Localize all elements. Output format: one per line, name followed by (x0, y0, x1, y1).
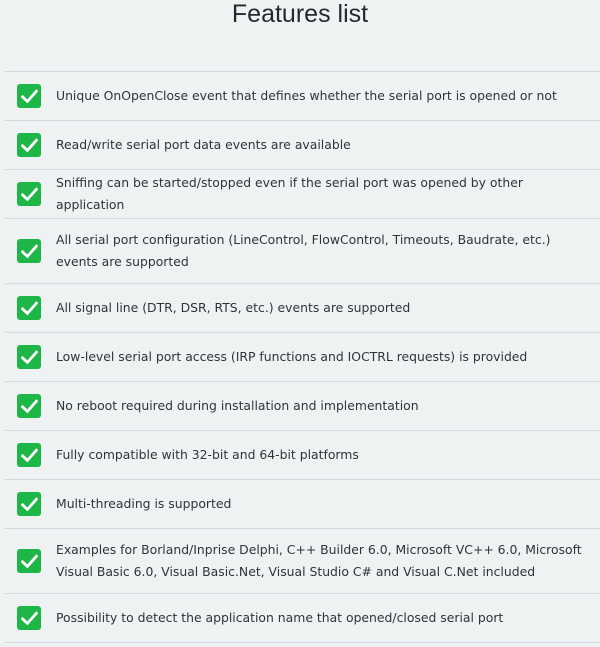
list-item (5, 480, 600, 529)
feature-text: Unique OnOpenClose event that defines whether the serial port is opened or not (56, 88, 557, 103)
list-item (5, 121, 600, 170)
feature-text: No reboot required during installation and implementation (56, 398, 419, 413)
checkmark-icon (17, 182, 41, 206)
feature-text: Possibility to detect the application name that opened/closed serial port (56, 610, 504, 625)
checkmark-icon (17, 296, 41, 320)
feature-text: Sniffing can be started/stopped even if the serial port was opened by other application (56, 175, 523, 212)
feature-text: Examples for Borland/Inprise Delphi, C++ Builder 6.0, Microsoft VC++ 6.0, Microsoft Visual Basic 6.0, Visual Basic.Net, Visual Studio C# and Visual C.Net included (56, 542, 582, 579)
list-item (5, 72, 600, 121)
checkmark-icon (17, 606, 41, 630)
list-item (5, 529, 600, 594)
list-item (5, 333, 600, 382)
checkmark-icon (17, 239, 41, 263)
feature-text: All signal line (DTR, DSR, RTS, etc.) events are supported (56, 300, 411, 315)
list-item (5, 170, 600, 219)
checkmark-icon (17, 345, 41, 369)
feature-text: Read/write serial port data events are available (56, 137, 351, 152)
list-item (5, 594, 600, 643)
page-title: Features list (231, 0, 369, 28)
checkmark-icon (17, 133, 41, 157)
features-list (5, 71, 600, 643)
feature-text: Low-level serial port access (IRP functions and IOCTRL requests) is provided (56, 349, 528, 364)
checkmark-icon (17, 394, 41, 418)
checkmark-icon (17, 549, 41, 573)
list-item (5, 382, 600, 431)
checkmark-icon (17, 84, 41, 108)
checkmark-icon (17, 443, 41, 467)
checkmark-icon (17, 492, 41, 516)
list-item (5, 219, 600, 284)
feature-text: Fully compatible with 32-bit and 64-bit platforms (56, 447, 359, 462)
list-item (5, 284, 600, 333)
list-item (5, 431, 600, 480)
feature-text: Multi-threading is supported (56, 496, 232, 511)
feature-text: All serial port configuration (LineControl, FlowControl, Timeouts, Baudrate, etc.) events are supported (56, 232, 551, 269)
